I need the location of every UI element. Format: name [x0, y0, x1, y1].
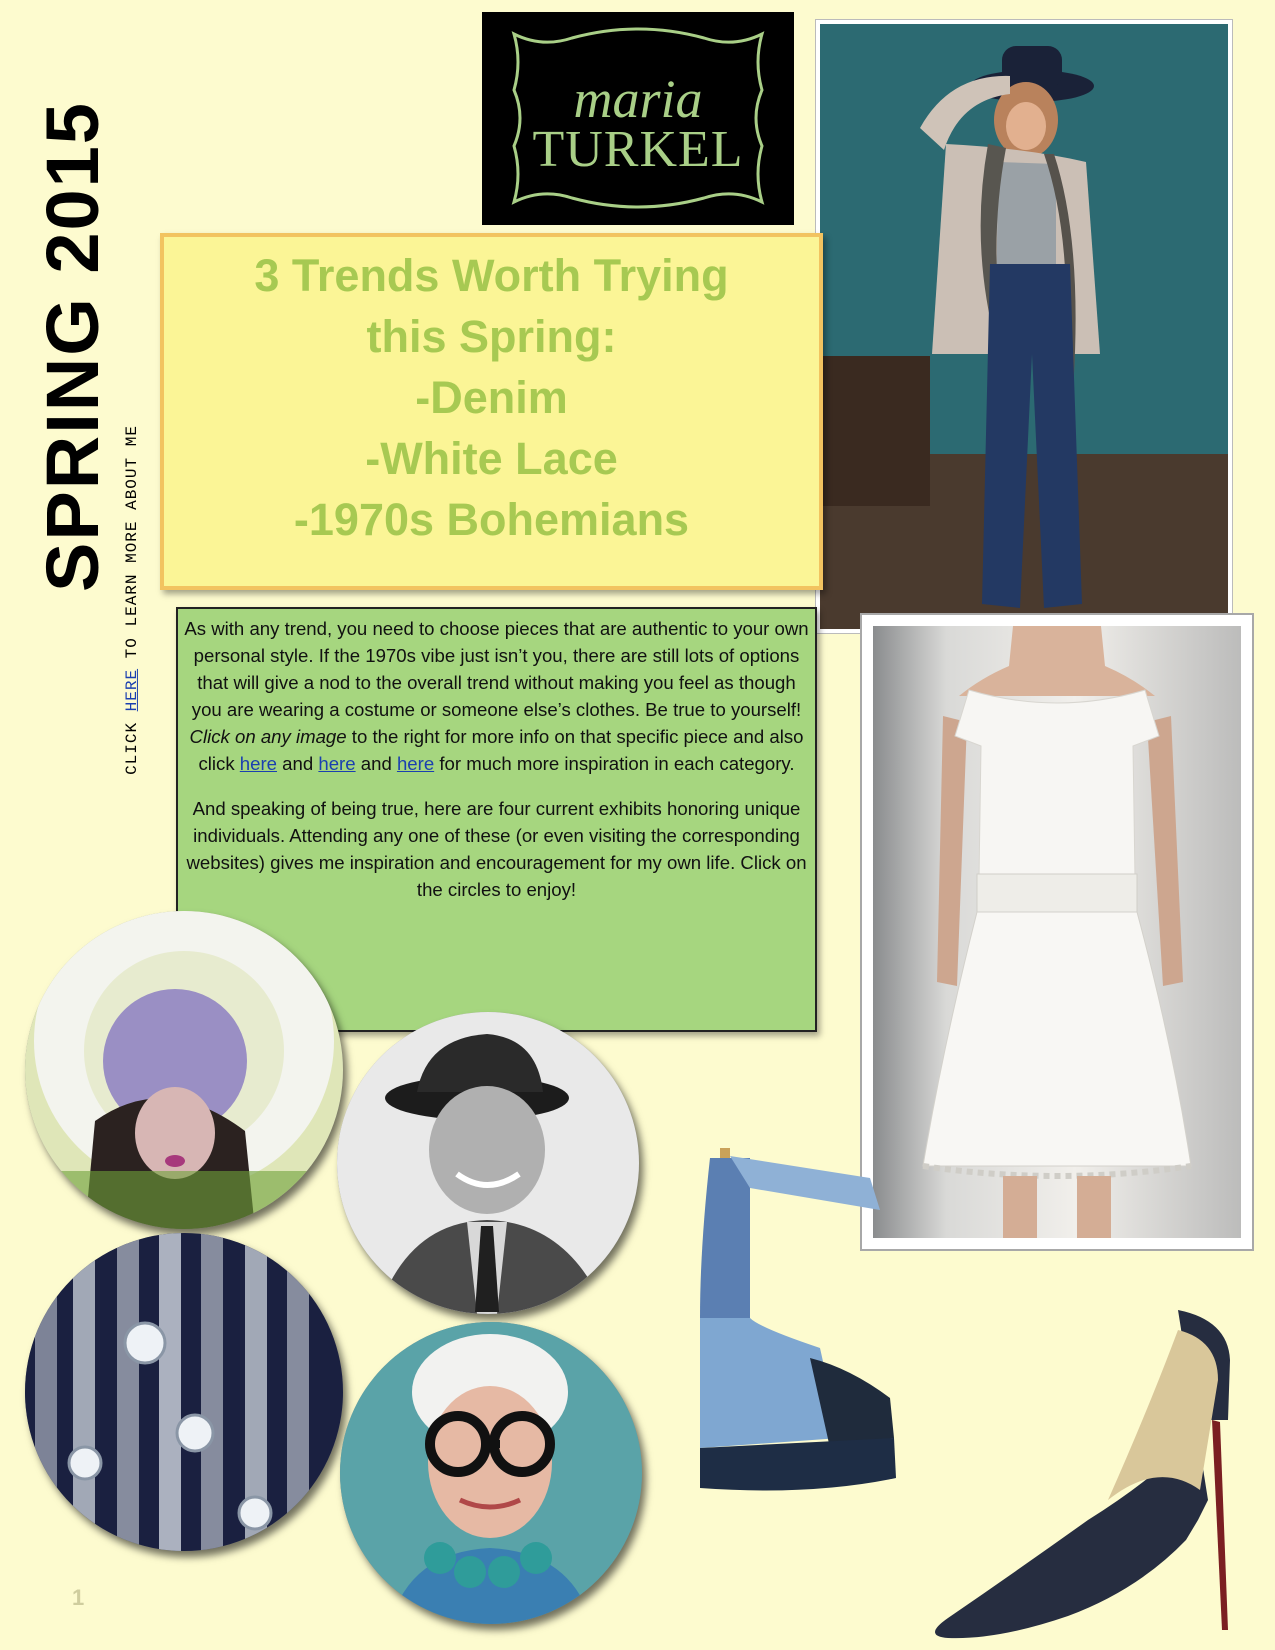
season-title: SPRING 2015 [30, 100, 114, 592]
page-number: 1 [72, 1585, 85, 1610]
logo-last-name: TURKEL [532, 121, 744, 178]
trend-denim: -Denim [415, 372, 568, 423]
exhibit-circle-4[interactable] [340, 1322, 642, 1624]
trends-callout [160, 233, 823, 590]
brand-logo[interactable] [482, 12, 794, 225]
exhibit-circle-3[interactable] [25, 1233, 343, 1551]
inspiration-link-3[interactable]: here [396, 753, 435, 774]
wedge-sandal-image [690, 1148, 905, 1548]
stiletto-pump-image [928, 1300, 1248, 1640]
exhibit-circle-2[interactable] [337, 1012, 639, 1314]
emphasis-click-image: Click on any image [189, 726, 347, 747]
about-me-link[interactable]: HERE [123, 668, 142, 712]
cta-suffix: TO LEARN MORE ABOUT ME [123, 425, 142, 669]
vertical-cta [112, 390, 152, 810]
article-paragraph-2: And speaking of being true, here are four current exhibits honoring unique individuals. Attending any one of these (or even visiting the corresponding websites) gives me inspiration and encouragement for my own life. Click on the circles to enjoy! [186, 798, 807, 900]
vertical-title [32, 26, 112, 666]
round-glasses-portrait-image [340, 1322, 642, 1624]
exhibit-circle-1[interactable] [25, 911, 343, 1229]
article-paragraph-1: As with any trend, you need to choose pieces that are authentic to your own personal style. If the 1970s vibe just isn’t you, there are still lots of options that will give a nod to the overall trend without making you feel as though you are wearing a costume or someone else’s clothes. Be true to yourself! Click on any image to the right for more info on that specific piece and also click here and here and here for much more inspiration in each category. [184, 618, 809, 774]
trends-heading-line1: 3 Trends Worth Trying [254, 250, 729, 301]
inspiration-link-2[interactable]: here [318, 753, 356, 774]
inspiration-link-1[interactable]: here [239, 753, 278, 774]
headdress-portrait-image [25, 911, 343, 1229]
cta-prefix: CLICK [123, 711, 142, 775]
jeweled-garment-image [25, 1233, 343, 1551]
white-lace-dress-photo[interactable] [860, 613, 1254, 1251]
denim-model-photo[interactable] [816, 20, 1232, 633]
denim-model-image [820, 24, 1228, 629]
trend-white-lace: -White Lace [365, 433, 618, 484]
denim-wedge-sandal[interactable] [690, 1148, 905, 1548]
white-lace-dress-image [873, 626, 1241, 1238]
denim-stiletto-pump[interactable] [928, 1300, 1248, 1640]
fedora-portrait-image [337, 1012, 639, 1314]
logo-first-name: maria [573, 69, 703, 129]
trend-bohemians: -1970s Bohemians [293, 494, 690, 545]
trends-heading-line2: this Spring: [366, 311, 617, 362]
